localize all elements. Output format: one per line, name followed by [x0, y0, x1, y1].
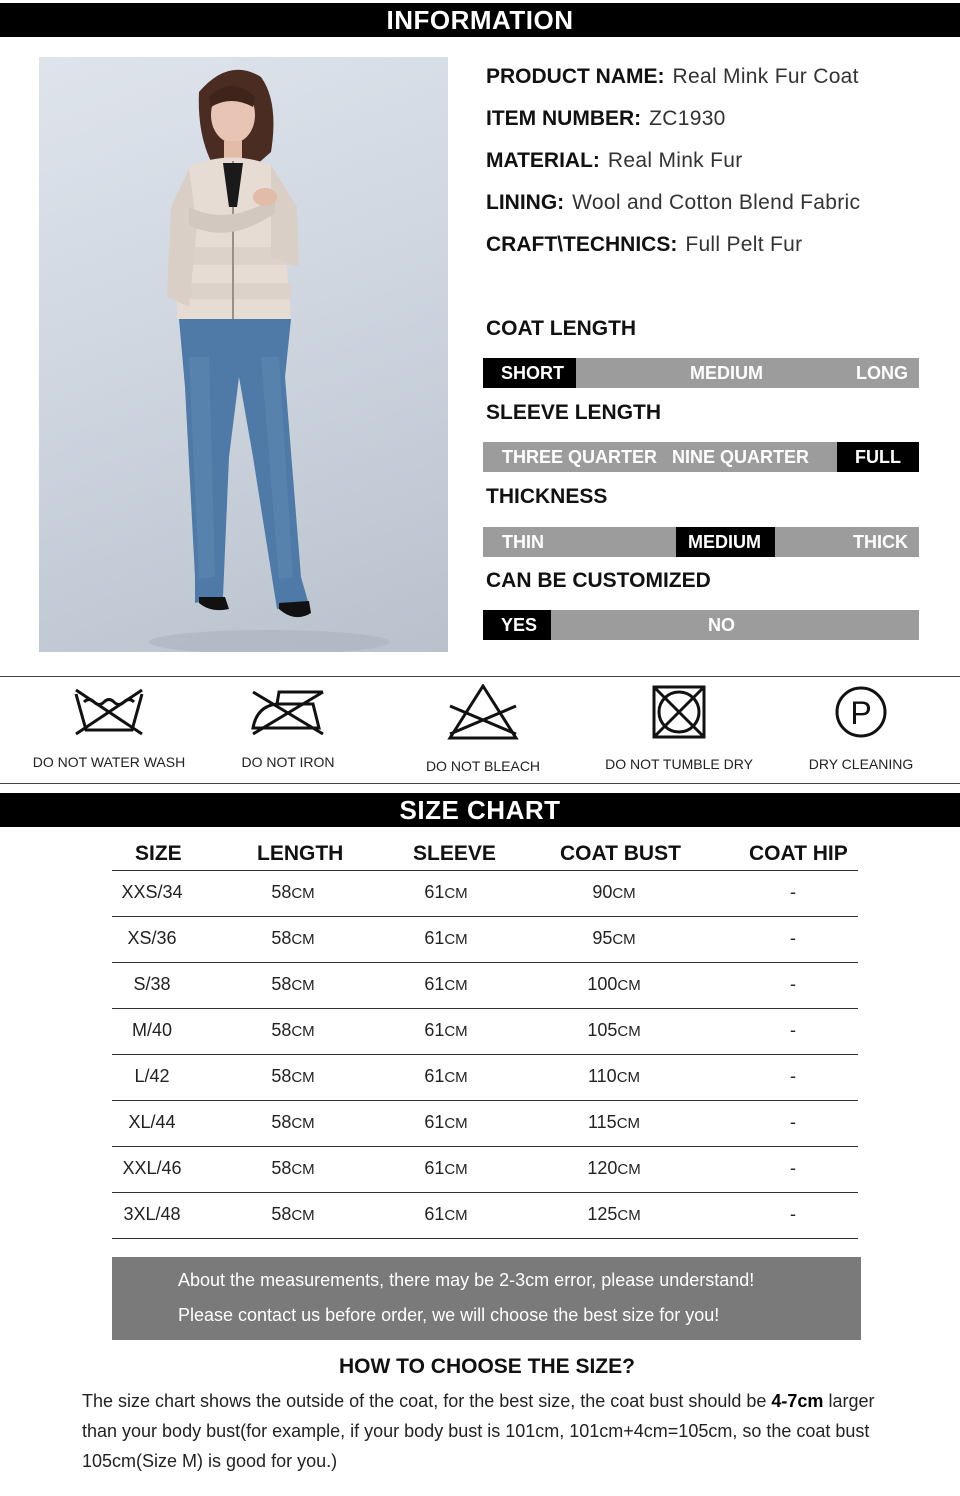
cell-unit: CM	[291, 1023, 315, 1040]
cell-size: S/38	[133, 974, 171, 994]
no-tumble-dry-icon	[651, 684, 707, 740]
dry-clean-symbol: P	[850, 695, 872, 731]
cell-unit: CM	[616, 1115, 641, 1132]
note-line-1: About the measurements, there may be 2-3cm error, please understand!	[178, 1270, 755, 1290]
table-header-rule	[112, 870, 858, 871]
cell-unit: CM	[444, 885, 468, 902]
cell-coat-bust: 110CM	[587, 1066, 641, 1086]
col-header-coat-hip: COAT HIP	[749, 842, 848, 865]
care-label-dry-clean: DRY CLEANING	[808, 756, 914, 772]
coat-length-option-medium: MEDIUM	[690, 363, 763, 383]
product-name-line	[486, 65, 859, 89]
cell-unit: CM	[291, 1069, 315, 1086]
no-iron-icon	[247, 684, 329, 738]
cell-unit: CM	[291, 1115, 315, 1132]
cell-size: 3XL/48	[123, 1204, 181, 1224]
customized-bar	[483, 610, 919, 640]
cell-coat-bust: 125CM	[587, 1204, 641, 1224]
care-item-no-wash	[28, 684, 190, 774]
cell-size: XS/36	[127, 928, 177, 948]
cell-size: L/42	[134, 1066, 170, 1086]
cell-unit: CM	[291, 885, 315, 902]
how-to-choose-text	[82, 1386, 902, 1476]
cell-coat-bust: 120CM	[587, 1158, 641, 1178]
cell-coat-bust: 90CM	[592, 882, 636, 902]
cell-unit: CM	[612, 931, 636, 948]
care-item-no-tumble-dry	[604, 684, 754, 774]
col-header-sleeve: SLEEVE	[413, 842, 496, 865]
product-name-value: Real Mink Fur Coat	[672, 65, 859, 88]
customized-title: CAN BE CUSTOMIZED	[486, 569, 711, 592]
cell-unit: CM	[617, 1023, 641, 1040]
cell-length: 58CM	[271, 974, 315, 994]
col-header-coat-bust: COAT BUST	[560, 842, 681, 865]
product-photo	[39, 57, 448, 652]
cell-size: XL/44	[128, 1112, 176, 1132]
cell-size: XXS/34	[121, 882, 183, 902]
thickness-option-thick: THICK	[853, 532, 908, 552]
craft-line	[486, 233, 802, 257]
cell-size: M/40	[131, 1020, 173, 1040]
cell-coat-bust: 100CM	[587, 974, 641, 994]
cell-coat-hip: -	[790, 1204, 796, 1224]
sleeve-length-option-three-quarter: THREE QUARTER	[502, 447, 658, 467]
table-row-rule	[112, 916, 858, 917]
lining-value: Wool and Cotton Blend Fabric	[572, 191, 861, 214]
cell-coat-hip: -	[790, 928, 796, 948]
cell-length: 58CM	[271, 928, 315, 948]
thickness-bar	[483, 527, 919, 557]
material-value: Real Mink Fur	[607, 149, 743, 172]
cell-unit: CM	[444, 1023, 468, 1040]
care-label-no-wash: DO NOT WATER WASH	[32, 754, 186, 770]
cell-sleeve: 61CM	[424, 1204, 468, 1224]
cell-coat-hip: -	[790, 1112, 796, 1132]
cell-length: 58CM	[271, 1066, 315, 1086]
thickness-option-medium: MEDIUM	[676, 527, 775, 557]
cell-unit: CM	[291, 977, 315, 994]
col-header-size: SIZE	[135, 842, 182, 865]
sleeve-length-option-full: FULL	[837, 442, 919, 472]
table-row-rule	[112, 1192, 858, 1193]
sleeve-length-title: SLEEVE LENGTH	[486, 401, 662, 424]
sleeve-length-option-nine-quarter: NINE QUARTER	[672, 447, 810, 467]
cell-unit: CM	[291, 1207, 315, 1224]
item-number-label: ITEM NUMBER:	[486, 107, 642, 130]
coat-length-option-long: LONG	[856, 363, 908, 383]
product-name-label: PRODUCT NAME:	[486, 65, 665, 88]
care-divider-bottom	[0, 783, 960, 784]
sleeve-length-bar	[483, 442, 919, 472]
cell-unit: CM	[444, 1115, 468, 1132]
cell-coat-hip: -	[790, 974, 796, 994]
cell-unit: CM	[444, 1069, 468, 1086]
coat-length-bar	[483, 358, 919, 388]
cell-length: 58CM	[271, 1112, 315, 1132]
customized-option-no: NO	[708, 615, 735, 635]
cell-coat-hip: -	[790, 882, 796, 902]
cell-sleeve: 61CM	[424, 1158, 468, 1178]
cell-sleeve: 61CM	[424, 882, 468, 902]
note-line-2: Please contact us before order, we will choose the best size for you!	[178, 1305, 720, 1325]
care-label-no-tumble-dry: DO NOT TUMBLE DRY	[605, 756, 753, 772]
cell-coat-hip: -	[790, 1066, 796, 1086]
customized-option-yes: YES	[483, 610, 551, 640]
material-line	[486, 149, 743, 173]
care-item-no-iron	[215, 684, 361, 774]
cell-length: 58CM	[271, 1020, 315, 1040]
cell-unit: CM	[616, 1069, 641, 1086]
cell-unit: CM	[617, 1207, 641, 1224]
thickness-title: THICKNESS	[486, 485, 608, 508]
cell-unit: CM	[444, 977, 468, 994]
care-item-dry-clean	[800, 684, 922, 774]
cell-unit: CM	[444, 931, 468, 948]
how-text-before: The size chart shows the outside of the coat, for the best size, the coat bust should be	[82, 1391, 772, 1411]
measurement-note	[112, 1257, 861, 1340]
no-bleach-icon	[446, 684, 520, 742]
table-row-rule	[112, 1100, 858, 1101]
care-divider-top	[0, 676, 960, 677]
dry-clean-icon	[833, 684, 889, 740]
coat-length-option-short: SHORT	[483, 358, 576, 388]
cell-length: 58CM	[271, 1204, 315, 1224]
cell-unit: CM	[617, 1161, 641, 1178]
how-text-bold: 4-7cm	[771, 1391, 824, 1411]
cell-unit: CM	[291, 931, 315, 948]
how-to-choose-title: HOW TO CHOOSE THE SIZE?	[339, 1355, 635, 1378]
craft-value: Full Pelt Fur	[685, 233, 803, 256]
table-row-rule	[112, 1008, 858, 1009]
cell-unit: CM	[291, 1161, 315, 1178]
cell-unit: CM	[617, 977, 641, 994]
cell-sleeve: 61CM	[424, 974, 468, 994]
cell-size: XXL/46	[122, 1158, 182, 1178]
size-chart-banner: SIZE CHART	[0, 793, 960, 827]
cell-length: 58CM	[271, 882, 315, 902]
cell-coat-bust: 115CM	[587, 1112, 641, 1132]
cell-sleeve: 61CM	[424, 1020, 468, 1040]
table-row-rule	[112, 1146, 858, 1147]
cell-length: 58CM	[271, 1158, 315, 1178]
cell-coat-bust: 105CM	[587, 1020, 641, 1040]
cell-unit: CM	[444, 1207, 468, 1224]
cell-coat-bust: 95CM	[592, 928, 636, 948]
cell-sleeve: 61CM	[424, 928, 468, 948]
table-row-rule	[112, 962, 858, 963]
craft-label: CRAFT\TECHNICS:	[486, 233, 678, 256]
lining-line	[486, 191, 860, 215]
care-item-no-bleach	[410, 684, 556, 774]
model-illustration	[39, 57, 448, 652]
item-number-line	[486, 107, 726, 131]
cell-coat-hip: -	[790, 1020, 796, 1040]
coat-length-title: COAT LENGTH	[486, 317, 637, 340]
cell-sleeve: 61CM	[424, 1066, 468, 1086]
care-label-no-iron: DO NOT IRON	[241, 754, 335, 770]
col-header-length: LENGTH	[257, 842, 344, 865]
cell-unit: CM	[612, 885, 636, 902]
table-row-rule	[112, 1238, 858, 1239]
thickness-option-thin: THIN	[502, 532, 544, 552]
cell-unit: CM	[444, 1161, 468, 1178]
how-text-after: larger than your body bust(for example, if your body bust is 101cm, 101cm+4cm=105cm, so the coat bust 105cm(Size M) is good for you.)	[82, 1391, 875, 1471]
item-number-value: ZC1930	[649, 107, 726, 130]
cell-coat-hip: -	[790, 1158, 796, 1178]
material-label: MATERIAL:	[486, 149, 600, 172]
care-label-no-bleach: DO NOT BLEACH	[425, 758, 541, 774]
lining-label: LINING:	[486, 191, 565, 214]
table-row-rule	[112, 1054, 858, 1055]
information-banner: INFORMATION	[0, 3, 960, 37]
no-wash-icon	[72, 684, 146, 738]
cell-sleeve: 61CM	[424, 1112, 468, 1132]
